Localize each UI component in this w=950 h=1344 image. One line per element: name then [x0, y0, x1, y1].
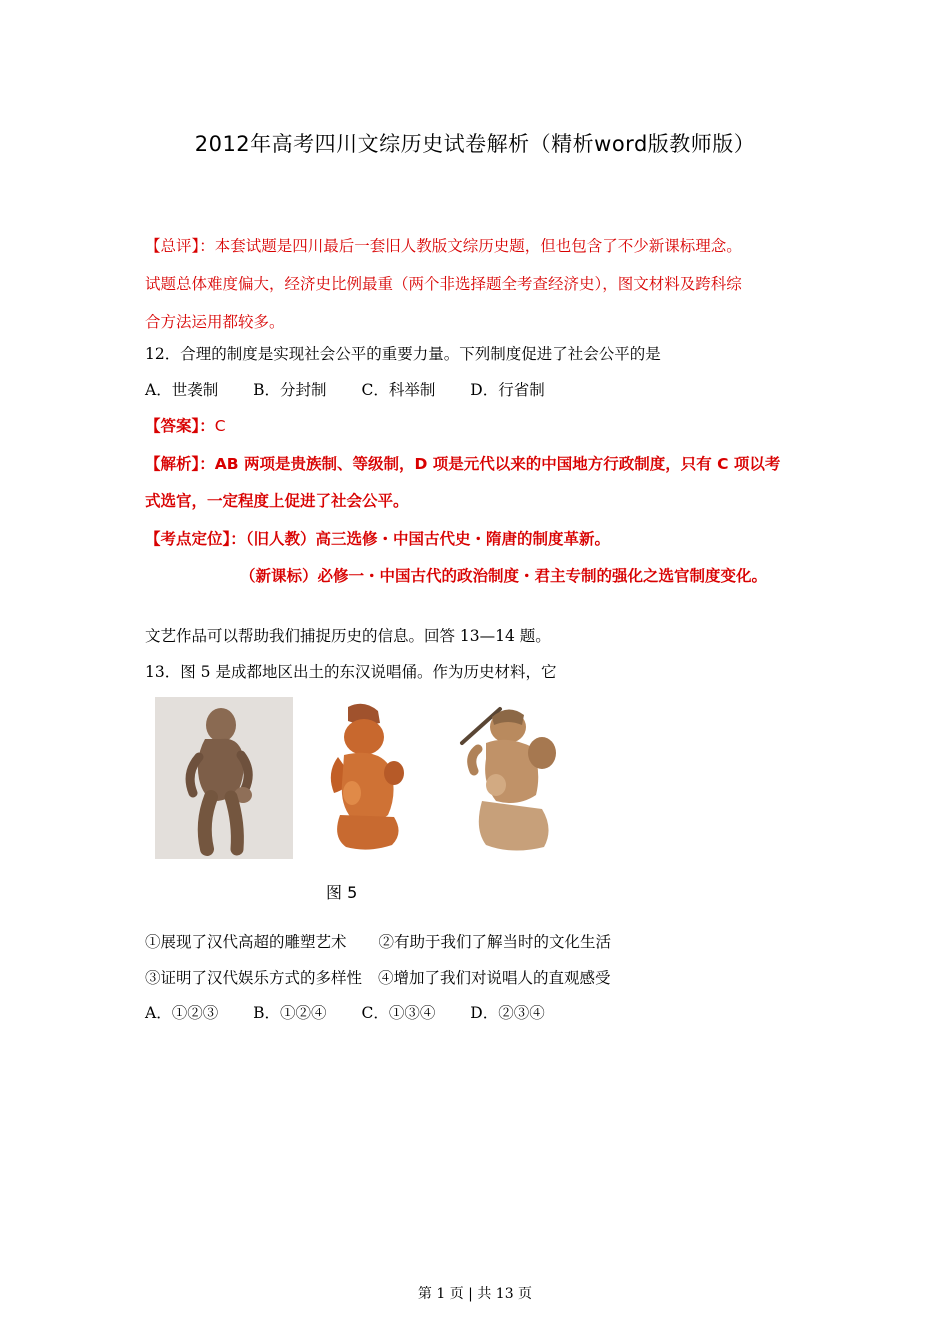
statement-2: ②有助于我们了解当时的文化生活 — [378, 933, 612, 951]
summary-line-3: 合方法运用都较多。 — [145, 313, 285, 331]
summary-line-1: 【总评】：本套试题是四川最后一套旧人教版文综历史题，但也包含了不少新课标理念。 — [145, 237, 742, 255]
analysis-line-2: 式选官，一定程度上促进了社会公平。 — [145, 492, 409, 510]
page-title: 2012年高考四川文综历史试卷解析（精析word版教师版） — [194, 132, 756, 156]
summary-line-2: 试题总体难度偏大，经济史比例最重（两个非选择题全考查经济史），图文材料及跨科综 — [145, 275, 742, 293]
statements-line-1 — [145, 930, 611, 952]
analysis-text-1: AB 两项是贵族制、等级制，D 项是元代以来的中国地方行政制度，只有 C 项以考 — [214, 455, 781, 473]
option-a: A．①②③ — [145, 1004, 219, 1022]
analysis-label: 【解析】： — [145, 455, 215, 473]
point-text-1: （旧人教）高三选修・中国古代史・隋唐的制度革新。 — [245, 530, 611, 548]
answer-value: C — [214, 417, 226, 435]
question-13-options — [145, 1001, 575, 1023]
option-a: A．世袭制 — [145, 381, 219, 399]
analysis-line-1 — [145, 452, 780, 474]
option-d: D．②③④ — [470, 1004, 545, 1022]
question-13-stem: 13．图 5 是成都地区出土的东汉说唱俑。作为历史材料，它 — [145, 663, 557, 681]
question-12-stem: 12．合理的制度是实现社会公平的重要力量。下列制度促进了社会公平的是 — [145, 345, 661, 363]
page-footer: 第 1 页 | 共 13 页 — [417, 1286, 533, 1302]
statement-4: ④增加了我们对说唱人的直观感受 — [378, 969, 611, 987]
figurine-photo-1 — [155, 697, 293, 859]
statement-3: ③证明了汉代娱乐方式的多样性 — [145, 969, 363, 987]
answer-line — [145, 414, 226, 436]
intro-text: 文艺作品可以帮助我们捕捉历史的信息。回答 13—14 题。 — [145, 627, 551, 645]
option-c: C．①③④ — [361, 1004, 436, 1022]
figurine-photo-3 — [452, 697, 566, 859]
figure-caption: 图 5 — [326, 883, 358, 902]
point-line-1 — [145, 527, 610, 549]
option-d: D．行省制 — [470, 381, 545, 399]
option-b: B．分封制 — [253, 381, 327, 399]
statement-1: ①展现了汉代高超的雕塑艺术 — [145, 933, 347, 951]
point-line-2: （新课标）必修一・中国古代的政治制度・君主专制的强化之选官制度变化。 — [240, 567, 768, 585]
question-12-options — [145, 378, 575, 400]
answer-label: 【答案】： — [145, 417, 215, 435]
option-c: C．科举制 — [361, 381, 436, 399]
figurine-photo-2 — [318, 697, 408, 859]
point-label: 【考点定位】： — [145, 530, 246, 548]
option-b: B．①②④ — [253, 1004, 327, 1022]
statements-line-2 — [145, 966, 611, 988]
